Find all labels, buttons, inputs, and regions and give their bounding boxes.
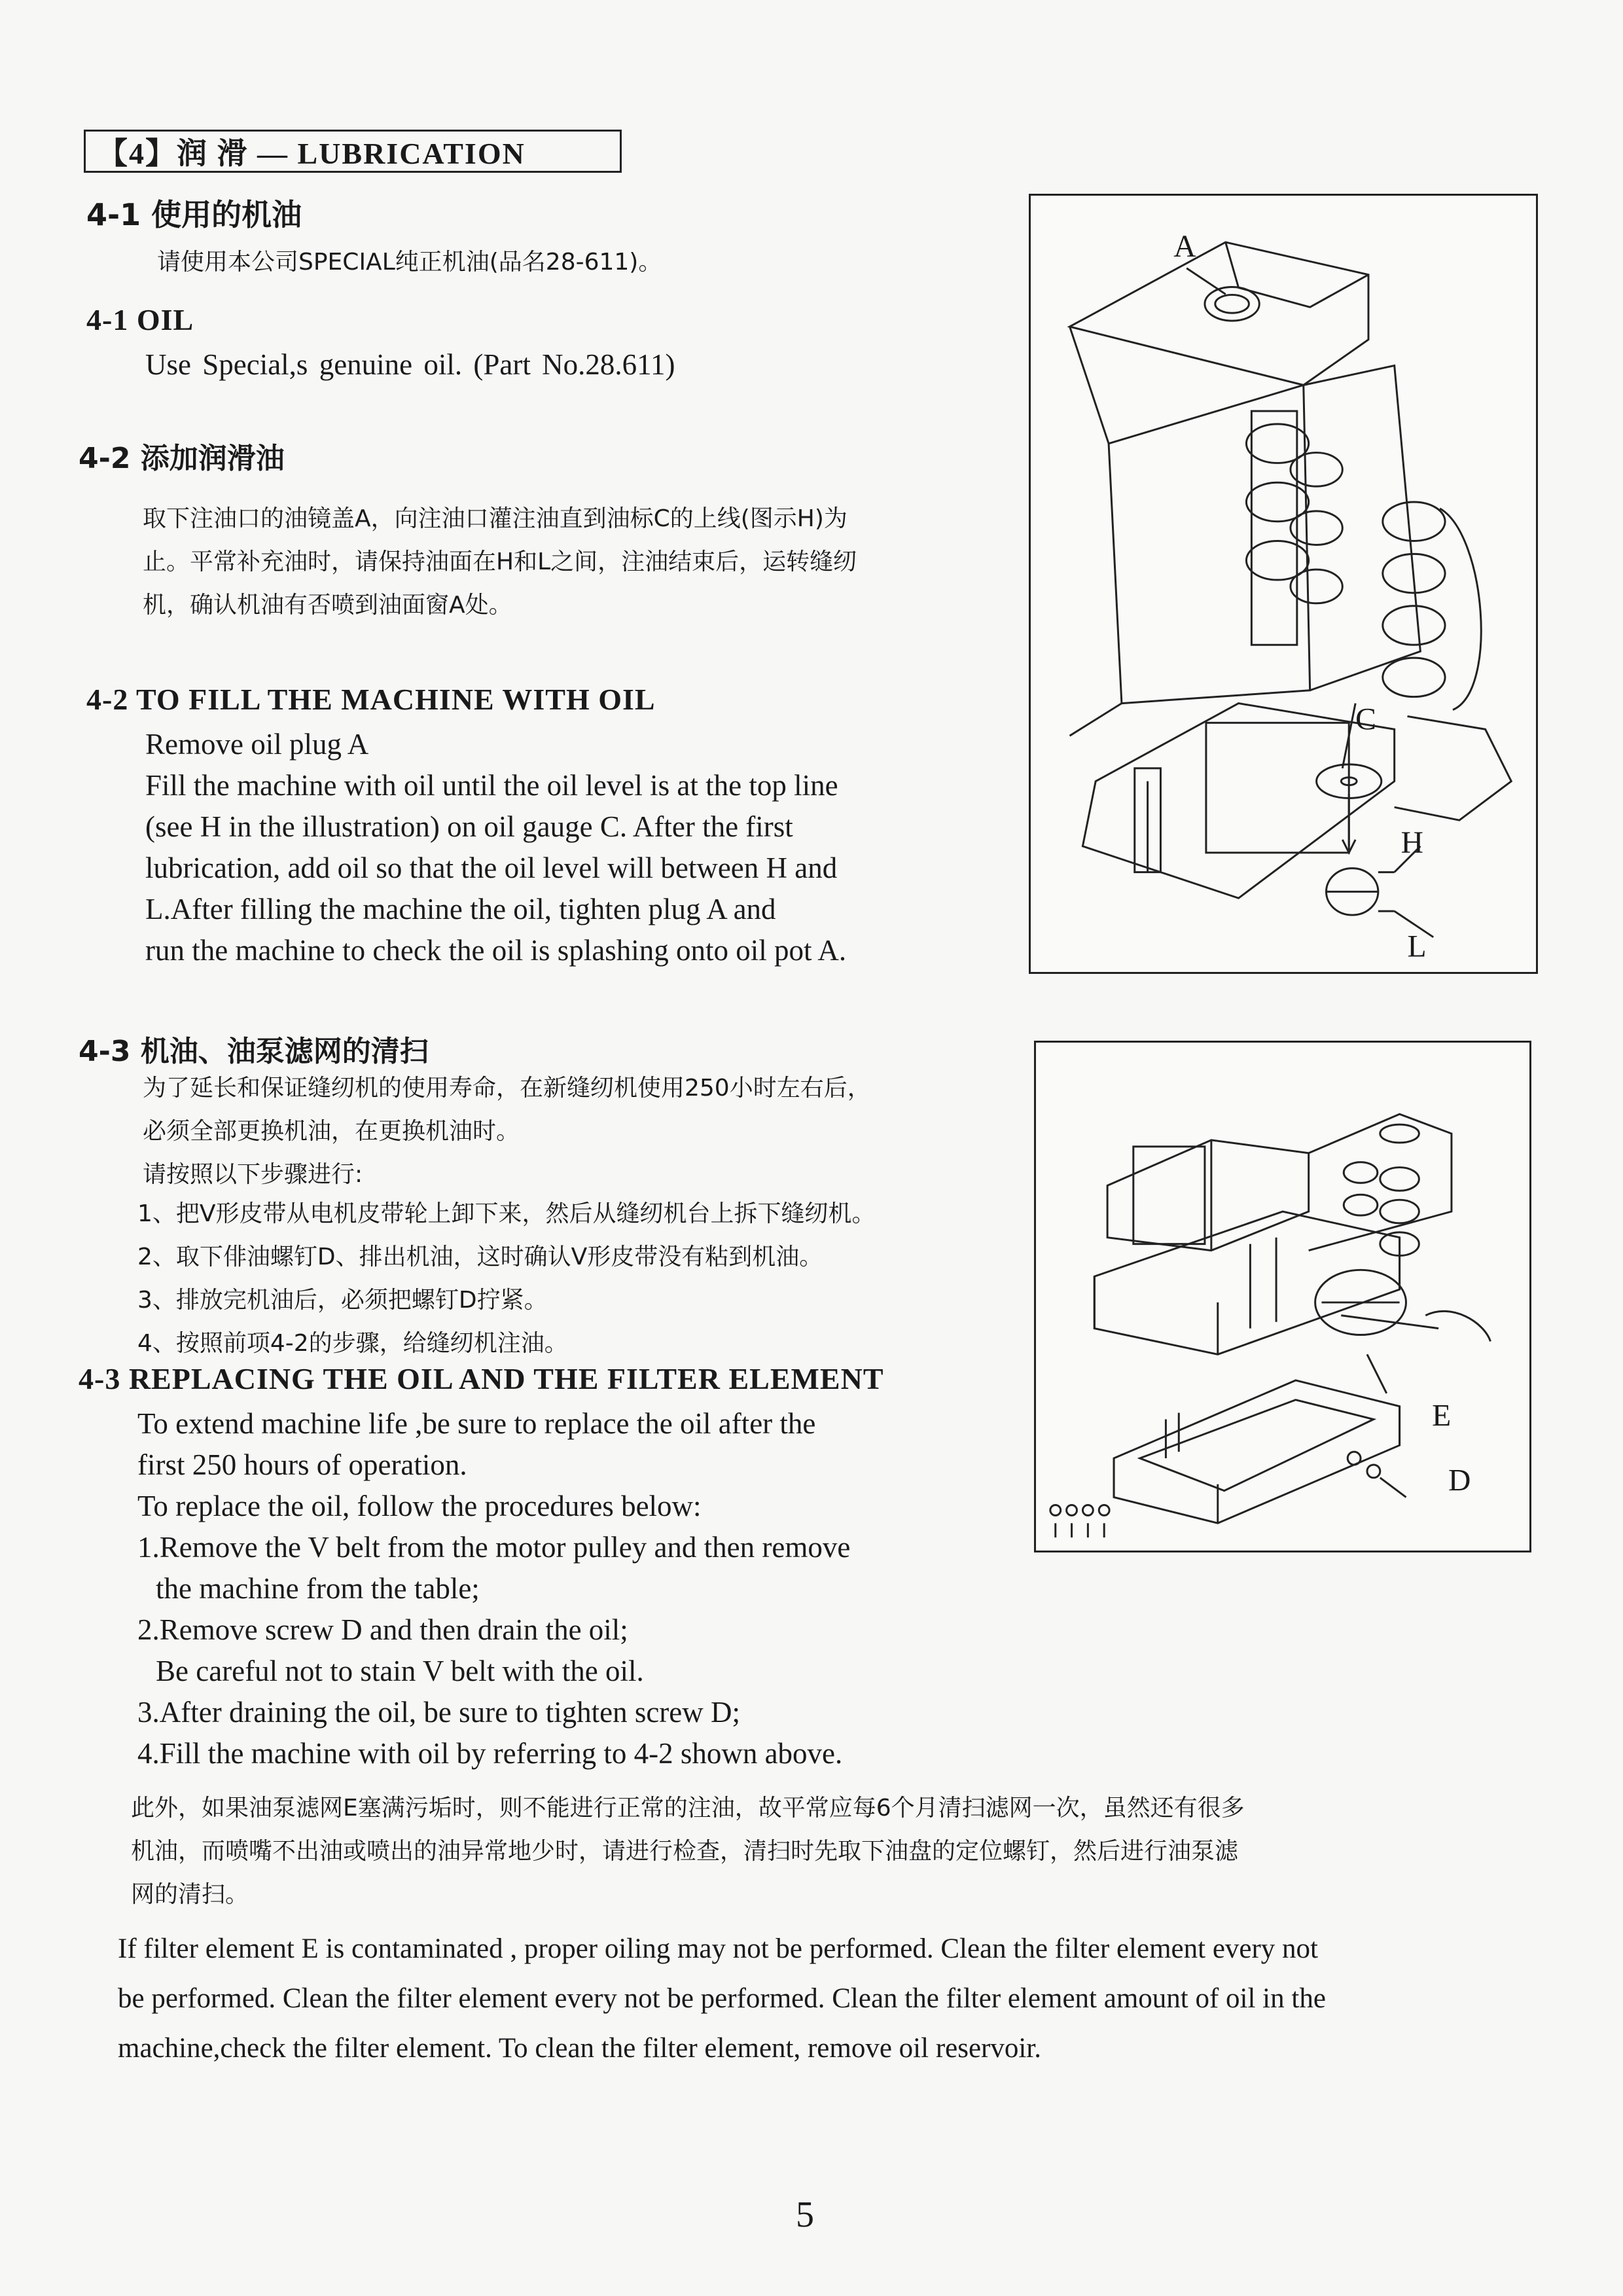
s41-en-heading: 4-1 OIL bbox=[86, 303, 194, 336]
s43-cn-line: 为了延长和保证缝纫机的使用寿命，在新缝纫机使用250小时左右后， bbox=[143, 1075, 871, 1102]
s42-cn-line: 止。平常补充油时，请保持油面在H和L之间，注油结束后，运转缝纫 bbox=[143, 548, 857, 575]
s41-cn-text: 请使用本公司SPECIAL纯正机油(品名28-611)。 bbox=[157, 249, 662, 276]
s42-cn-heading: 4-2 添加润滑油 bbox=[79, 442, 285, 475]
s42-en-line: Fill the machine with oil until the oil level is at the top line bbox=[145, 769, 838, 802]
s43-cn-extra-line: 网的清扫。 bbox=[131, 1881, 249, 1908]
figure2-label-e: E bbox=[1432, 1399, 1452, 1433]
s43-en-line: 1.Remove the V belt from the motor pulley and then remove bbox=[137, 1531, 851, 1564]
s43-en-line: To extend machine life ,be sure to replace the oil after the bbox=[137, 1407, 816, 1440]
s43-en-heading: 4-3 REPLACING THE OIL AND THE FILTER ELEMENT bbox=[79, 1362, 884, 1395]
figure1-label-c: C bbox=[1355, 702, 1376, 737]
s42-en-line: run the machine to check the oil is splashing onto oil pot A. bbox=[145, 934, 847, 967]
figure1-label-l: L bbox=[1407, 929, 1427, 964]
s43-en-extra-line: machine,check the filter element. To clean the filter element, remove oil reservoir. bbox=[118, 2033, 1042, 2064]
figure1-label-h: H bbox=[1400, 825, 1423, 860]
s43-en-line: the machine from the table; bbox=[156, 1572, 480, 1605]
s43-en-extra-line: be performed. Clean the filter element every not be performed. Clean the filter element amount of oil in the bbox=[118, 1983, 1326, 2014]
figure2-label-d: D bbox=[1448, 1463, 1471, 1498]
figure-filter-illustration bbox=[1034, 1041, 1531, 1552]
figure1-label-a: A bbox=[1173, 229, 1196, 264]
s43-cn-steps bbox=[137, 1193, 876, 1365]
s43-cn-step: 3、排放完机油后，必须把螺钉D拧紧。 bbox=[137, 1287, 548, 1314]
s43-cn-step: 2、取下俳油螺钉D、排出机油，这时确认V形皮带没有粘到机油。 bbox=[137, 1244, 823, 1270]
figure-oiling-illustration bbox=[1029, 194, 1538, 974]
s43-en-line: 2.Remove screw D and then drain the oil; bbox=[137, 1613, 628, 1646]
s41-cn-heading: 4-1 使用的机油 bbox=[86, 197, 302, 232]
section-title: 【4】润 滑 — LUBRICATION bbox=[84, 130, 622, 173]
s41-en-text: Use Special,s genuine oil. (Part No.28.611) bbox=[145, 348, 675, 381]
s42-en-heading: 4-2 TO FILL THE MACHINE WITH OIL bbox=[86, 683, 656, 716]
s43-cn-step: 1、把V形皮带从电机皮带轮上卸下来，然后从缝纫机台上拆下缝纫机。 bbox=[137, 1200, 876, 1227]
s42-en-line: lubrication, add oil so that the oil level will between H and bbox=[145, 852, 838, 884]
s42-en-paragraph bbox=[145, 724, 846, 971]
s43-cn-extra-line: 此外，如果油泵滤网E塞满污垢时，则不能进行正常的注油，故平常应每6个月清扫滤网一次，虽然还有很多 bbox=[131, 1795, 1245, 1821]
s43-cn-paragraph bbox=[143, 1067, 871, 1196]
s43-en-extra bbox=[118, 1924, 1544, 2073]
filter-diagram bbox=[1036, 1043, 1529, 1551]
s43-en-paragraph bbox=[137, 1403, 850, 1774]
s43-en-extra-line: If filter element E is contaminated , proper oiling may not be performed. Clean the filter element every not bbox=[118, 1933, 1319, 1964]
s43-en-line: Be careful not to stain V belt with the oil. bbox=[156, 1655, 644, 1687]
s43-cn-heading: 4-3 机油、油泵滤网的清扫 bbox=[79, 1035, 429, 1068]
s42-cn-line: 机，确认机油有否喷到油面窗A处。 bbox=[143, 592, 512, 619]
s43-en-line: 3.After draining the oil, be sure to tighten screw D; bbox=[137, 1696, 741, 1729]
s43-en-line: first 250 hours of operation. bbox=[137, 1448, 467, 1481]
oiling-diagram bbox=[1031, 196, 1536, 972]
s43-en-line: To replace the oil, follow the procedures below: bbox=[137, 1490, 702, 1522]
s42-cn-paragraph bbox=[143, 497, 857, 627]
s42-en-line: Remove oil plug A bbox=[145, 728, 369, 761]
page-number: 5 bbox=[796, 2195, 814, 2235]
s42-cn-line: 取下注油口的油镜盖A，向注油口灌注油直到油标C的上线(图示H)为 bbox=[143, 505, 847, 532]
s43-cn-line: 请按照以下步骤进行: bbox=[143, 1161, 363, 1188]
s43-en-line: 4.Fill the machine with oil by referring to 4-2 shown above. bbox=[137, 1737, 843, 1770]
s43-cn-extra-line: 机油，而喷嘴不出油或喷出的油异常地少时，请进行检查，清扫时先取下油盘的定位螺钉，然后进行油泵滤 bbox=[131, 1838, 1239, 1865]
s42-en-line: (see H in the illustration) on oil gauge C. After the first bbox=[145, 810, 793, 843]
s42-en-line: L.After filling the machine the oil, tighten plug A and bbox=[145, 893, 776, 925]
s43-cn-step: 4、按照前项4-2的步骤，给缝纫机注油。 bbox=[137, 1330, 568, 1357]
s43-cn-extra bbox=[131, 1787, 1245, 1916]
s43-cn-line: 必须全部更换机油，在更换机油时。 bbox=[143, 1118, 520, 1145]
